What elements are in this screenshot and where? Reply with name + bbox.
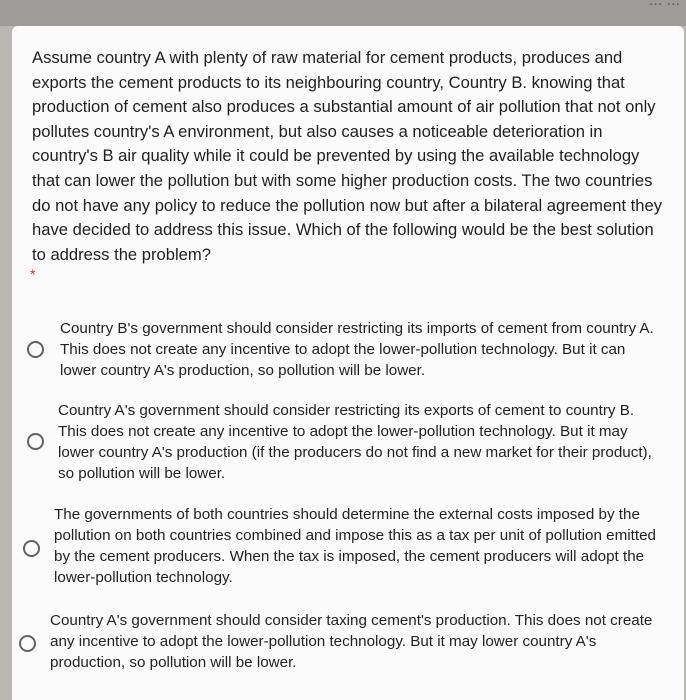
option-label[interactable]: Country A's government should consider restricting its exports of cement to country B. This does not create any incentive to adopt the lower-pollution technology. But it may lower country A's production (if the producers do not find a new market for their product), so pollution will be lower. [58, 402, 652, 482]
radio-button[interactable] [23, 540, 40, 557]
option-label[interactable]: Country B's government should consider restricting its imports of cement from country A. This does not create any incentive to adopt the lower-pollution technology. But it can lower country A's production, so pollution will be lower. [60, 320, 654, 379]
cropped-header-text: ... ... [648, 0, 680, 9]
required-marker: * [30, 266, 36, 282]
top-strip [0, 0, 686, 26]
option-label[interactable]: The governments of both countries should determine the external costs imposed by the pollution on both countries combined and impose this as a tax per unit of pollution emitted by the cement producers. When the tax is imposed, the cement producers will adopt the lower-pollution technology. [54, 506, 656, 586]
radio-button[interactable] [27, 433, 44, 450]
option-label[interactable]: Country A's government should consider taxing cement's production. This does not create any incentive to adopt the lower-pollution technology. But it may lower country A's production, so pollution will be lower. [50, 612, 653, 671]
radio-button[interactable] [27, 341, 44, 358]
question-card [12, 26, 684, 700]
question-text: Assume country A with plenty of raw material for cement products, produces and exports the cement products to its neighbouring country, Country B. knowing that production of cement also produces a substantial amount of air pollution that not only pollutes country's A environment, but also causes a noticeable deterioration in country's B air quality while it could be prevented by using the available technology that can lower the pollution but with some higher production costs. The two countries do not have any policy to reduce the pollution now but after a bilateral agreement they have decided to address this issue. Which of the following would be the best solution to address the problem? [32, 48, 663, 264]
radio-button[interactable] [19, 635, 36, 652]
